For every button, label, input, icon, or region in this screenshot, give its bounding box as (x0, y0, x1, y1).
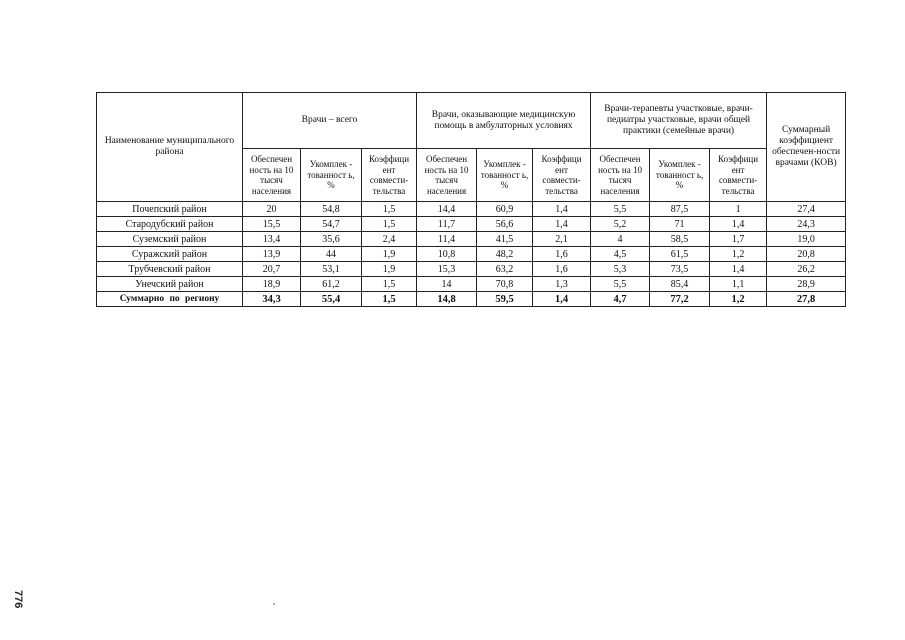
header-group-outpatient-doctors: Врачи, оказывающие медицинскую помощь в амбулаторных условиях (417, 93, 591, 149)
value-cell: 58,5 (650, 232, 710, 247)
value-cell: 1,5 (362, 202, 417, 217)
value-cell: 24,3 (767, 217, 846, 232)
value-cell: 1,6 (533, 262, 591, 277)
value-cell: 1,5 (362, 217, 417, 232)
district-name-cell: Стародубский район (97, 217, 243, 232)
value-cell: 5,5 (591, 202, 650, 217)
value-cell: 1,9 (362, 247, 417, 262)
value-cell: 27,4 (767, 202, 846, 217)
subheader-cell: Обеспечен ность на 10 тысяч населения (591, 149, 650, 202)
value-cell: 11,7 (417, 217, 477, 232)
value-cell: 1,2 (710, 292, 767, 307)
value-cell: 4,5 (591, 247, 650, 262)
value-cell: 85,4 (650, 277, 710, 292)
value-cell: 71 (650, 217, 710, 232)
value-cell: 13,9 (243, 247, 301, 262)
value-cell: 70,8 (477, 277, 533, 292)
subheader-cell: Укомплек - тованност ь, % (301, 149, 362, 202)
value-cell: 20,8 (767, 247, 846, 262)
value-cell: 53,1 (301, 262, 362, 277)
page-number: 776 (12, 590, 24, 609)
value-cell: 14,4 (417, 202, 477, 217)
value-cell: 13,4 (243, 232, 301, 247)
value-cell: 55,4 (301, 292, 362, 307)
value-cell: 1,1 (710, 277, 767, 292)
header-group-all-doctors: Врачи – всего (243, 93, 417, 149)
value-cell: 11,4 (417, 232, 477, 247)
district-name-cell: Суммарно по региону (97, 292, 243, 307)
district-name-cell: Почепский район (97, 202, 243, 217)
table-row (97, 277, 846, 292)
value-cell: 15,5 (243, 217, 301, 232)
value-cell: 1,4 (533, 292, 591, 307)
value-cell: 1,6 (533, 247, 591, 262)
value-cell: 20,7 (243, 262, 301, 277)
value-cell: 27,8 (767, 292, 846, 307)
value-cell: 54,8 (301, 202, 362, 217)
value-cell: 1,4 (533, 202, 591, 217)
value-cell: 48,2 (477, 247, 533, 262)
district-name-cell: Трубчевский район (97, 262, 243, 277)
value-cell: 14,8 (417, 292, 477, 307)
value-cell: 5,3 (591, 262, 650, 277)
value-cell: 2,4 (362, 232, 417, 247)
value-cell: 87,5 (650, 202, 710, 217)
value-cell: 1,4 (710, 262, 767, 277)
value-cell: 1,9 (362, 262, 417, 277)
subheader-cell: Коэффици ент совмести- тельства (362, 149, 417, 202)
subheader-cell: Обеспечен ность на 10 тысяч населения (417, 149, 477, 202)
value-cell: 77,2 (650, 292, 710, 307)
subheader-cell: Укомплек - тованност ь, % (477, 149, 533, 202)
value-cell: 1,5 (362, 292, 417, 307)
value-cell: 5,2 (591, 217, 650, 232)
value-cell: 19,0 (767, 232, 846, 247)
value-cell: 20 (243, 202, 301, 217)
value-cell: 44 (301, 247, 362, 262)
subheader-cell: Укомплек - тованност ь, % (650, 149, 710, 202)
value-cell: 63,2 (477, 262, 533, 277)
value-cell: 41,5 (477, 232, 533, 247)
table-row (97, 232, 846, 247)
value-cell: 1,5 (362, 277, 417, 292)
value-cell: 60,9 (477, 202, 533, 217)
value-cell: 1,4 (533, 217, 591, 232)
district-name-cell: Суражский район (97, 247, 243, 262)
value-cell: 59,5 (477, 292, 533, 307)
value-cell: 61,5 (650, 247, 710, 262)
doctor-staffing-table (96, 92, 846, 307)
value-cell: 4,7 (591, 292, 650, 307)
value-cell: 14 (417, 277, 477, 292)
value-cell: 61,2 (301, 277, 362, 292)
value-cell: 1 (710, 202, 767, 217)
value-cell: 35,6 (301, 232, 362, 247)
subheader-cell: Коэффици ент совмести- тельства (710, 149, 767, 202)
value-cell: 2,1 (533, 232, 591, 247)
scan-speck (273, 603, 275, 605)
value-cell: 28,9 (767, 277, 846, 292)
value-cell: 26,2 (767, 262, 846, 277)
value-cell: 1,4 (710, 217, 767, 232)
table-body (97, 202, 846, 307)
value-cell: 5,5 (591, 277, 650, 292)
header-district-name: Наименование муниципального района (97, 93, 243, 202)
total-row (97, 292, 846, 307)
value-cell: 15,3 (417, 262, 477, 277)
value-cell: 34,3 (243, 292, 301, 307)
table-row (97, 202, 846, 217)
header-kov: Суммарный коэффициент обеспечен-ности врачами (КОВ) (767, 93, 846, 202)
value-cell: 54,7 (301, 217, 362, 232)
table-row (97, 247, 846, 262)
subheader-cell: Коэффици ент совмести- тельства (533, 149, 591, 202)
value-cell: 1,7 (710, 232, 767, 247)
value-cell: 73,5 (650, 262, 710, 277)
table-row (97, 217, 846, 232)
value-cell: 56,6 (477, 217, 533, 232)
district-name-cell: Суземский район (97, 232, 243, 247)
value-cell: 4 (591, 232, 650, 247)
value-cell: 18,9 (243, 277, 301, 292)
header-group-district-therapists: Врачи-терапевты участковые, врачи-педиатры участковые, врачи общей практики (семейные врачи) (591, 93, 767, 149)
value-cell: 1,2 (710, 247, 767, 262)
value-cell: 10,8 (417, 247, 477, 262)
table-row (97, 262, 846, 277)
value-cell: 1,3 (533, 277, 591, 292)
subheader-cell: Обеспечен ность на 10 тысяч населения (243, 149, 301, 202)
district-name-cell: Унечский район (97, 277, 243, 292)
